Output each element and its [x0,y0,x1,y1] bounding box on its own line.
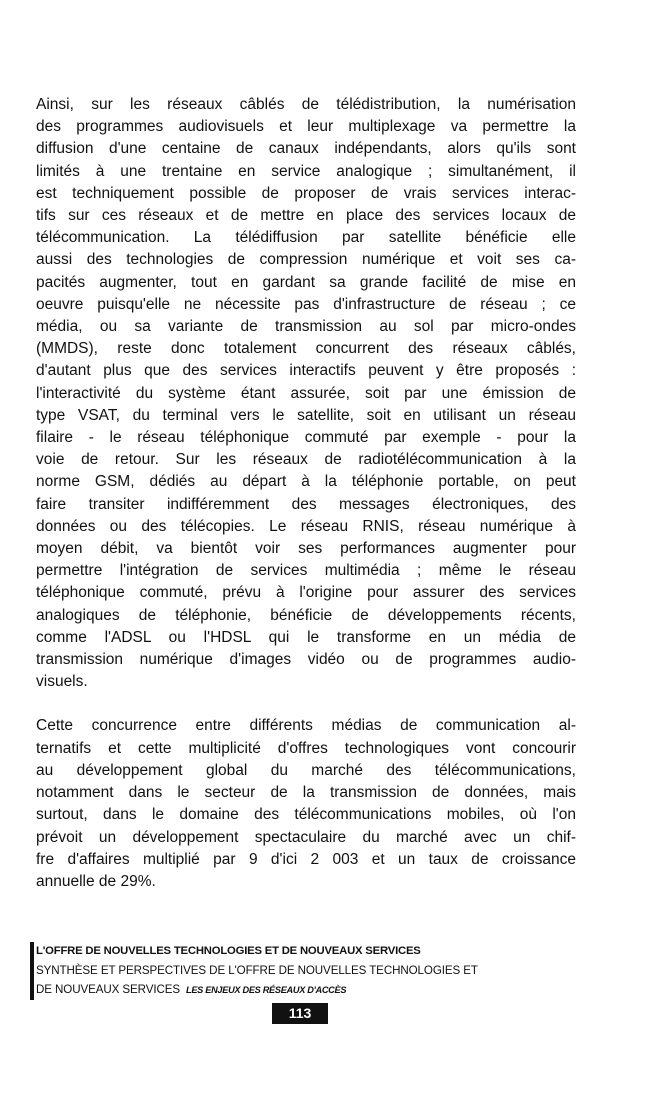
text-line: norme GSM, dédiés au départ à la téléphonie portable, on peut [36,473,576,491]
paragraph-2 [36,715,576,893]
text-line: voie de retour. Sur les réseaux de radiotélécommunication à la [36,451,576,469]
text-line: analogiques de téléphonie, bénéficie de développements récents, [36,606,576,624]
text-line: type VSAT, du terminal vers le satellite, soit en utilisant un réseau [36,406,576,424]
text-line: surtout, dans le domaine des télécommunications mobiles, où l'on [36,806,576,824]
text-line: est techniquement possible de proposer de vrais services interac- [36,184,576,202]
text-line: d'autant plus que des services interactifs peuvent y être proposés : [36,362,576,380]
footer-title: L'OFFRE DE NOUVELLES TECHNOLOGIES ET DE NOUVEAUX SERVICES [36,945,421,957]
page-number: 113 [272,1003,328,1024]
text-line: pacités augmenter, tout en gardant sa grande facilité de mise en [36,273,576,291]
text-line: média, ou sa variante de transmission au sol par micro-ondes [36,318,576,336]
text-line: données ou des télécopies. Le réseau RNIS, réseau numérique à [36,517,576,535]
body-text [36,94,576,893]
text-line: l'interactivité du système étant assurée, soit par une émission de [36,384,576,402]
text-line: télécommunication. La télédiffusion par satellite bénéficie elle [36,229,576,247]
text-line: limités à une trentaine en service analogique ; simultanément, il [36,162,576,180]
text-line: aussi des technologies de compression numérique et voit ses ca- [36,251,576,269]
text-line: fre d'affaires multiplié par 9 d'ici 2 003 et un taux de croissance [36,850,576,868]
footer-accent-bar [30,942,34,1000]
text-line: ternatifs et cette multiplicité d'offres technologiques vont concourir [36,739,576,757]
text-line: annuelle de 29%. [36,872,156,890]
text-line: permettre l'intégration de services multimédia ; même le réseau [36,562,576,580]
text-line: moyen débit, va bientôt voir ses performances augmenter pour [36,540,576,558]
text-line: comme l'ADSL ou l'HDSL qui le transforme en un média de [36,628,576,646]
text-line: Ainsi, sur les réseaux câblés de télédistribution, la numérisation [36,96,576,113]
text-line: au développement global du marché des télécommunications, [36,761,576,779]
text-line: téléphonique commuté, prévu à l'origine pour assurer des services [36,584,576,602]
paragraph-gap [36,693,576,715]
footer-subtitle-line-2 [36,980,596,1000]
text-line: tifs sur ces réseaux et de mettre en place des services locaux de [36,207,576,225]
text-line: (MMDS), reste donc totalement concurrent des réseaux câblés, [36,340,576,358]
text-line: Cette concurrence entre différents médias de communication al- [36,717,576,735]
footer-subtitle-text: DE NOUVEAUX SERVICES [36,983,181,996]
text-line: diffusion d'une centaine de canaux indépendants, alors qu'ils sont [36,140,576,158]
text-line: oeuvre puisqu'elle ne nécessite pas d'infrastructure de réseau ; ce [36,295,576,313]
footer-subtitle-line-1: SYNTHÈSE ET PERSPECTIVES DE L'OFFRE DE NOUVELLES TECHNOLOGIES ET [36,964,478,977]
text-line: visuels. [36,673,88,691]
text-line: faire transiter indifféremment des messages électroniques, des [36,495,576,513]
text-line: prévoit un développement spectaculaire du marché avec un chif- [36,828,576,846]
footer-section-tag: LES ENJEUX DES RÉSEAUX D'ACCÈS [186,985,347,995]
text-line: des programmes audiovisuels et leur multiplexage va permettre la [36,118,576,136]
footer-text [36,942,596,1000]
text-line: transmission numérique d'images vidéo ou de programmes audio- [36,651,576,669]
text-line: filaire - le réseau téléphonique commuté par exemple - pour la [36,429,576,447]
paragraph-1 [36,94,576,693]
text-line: notamment dans le secteur de la transmission de données, mais [36,784,576,802]
